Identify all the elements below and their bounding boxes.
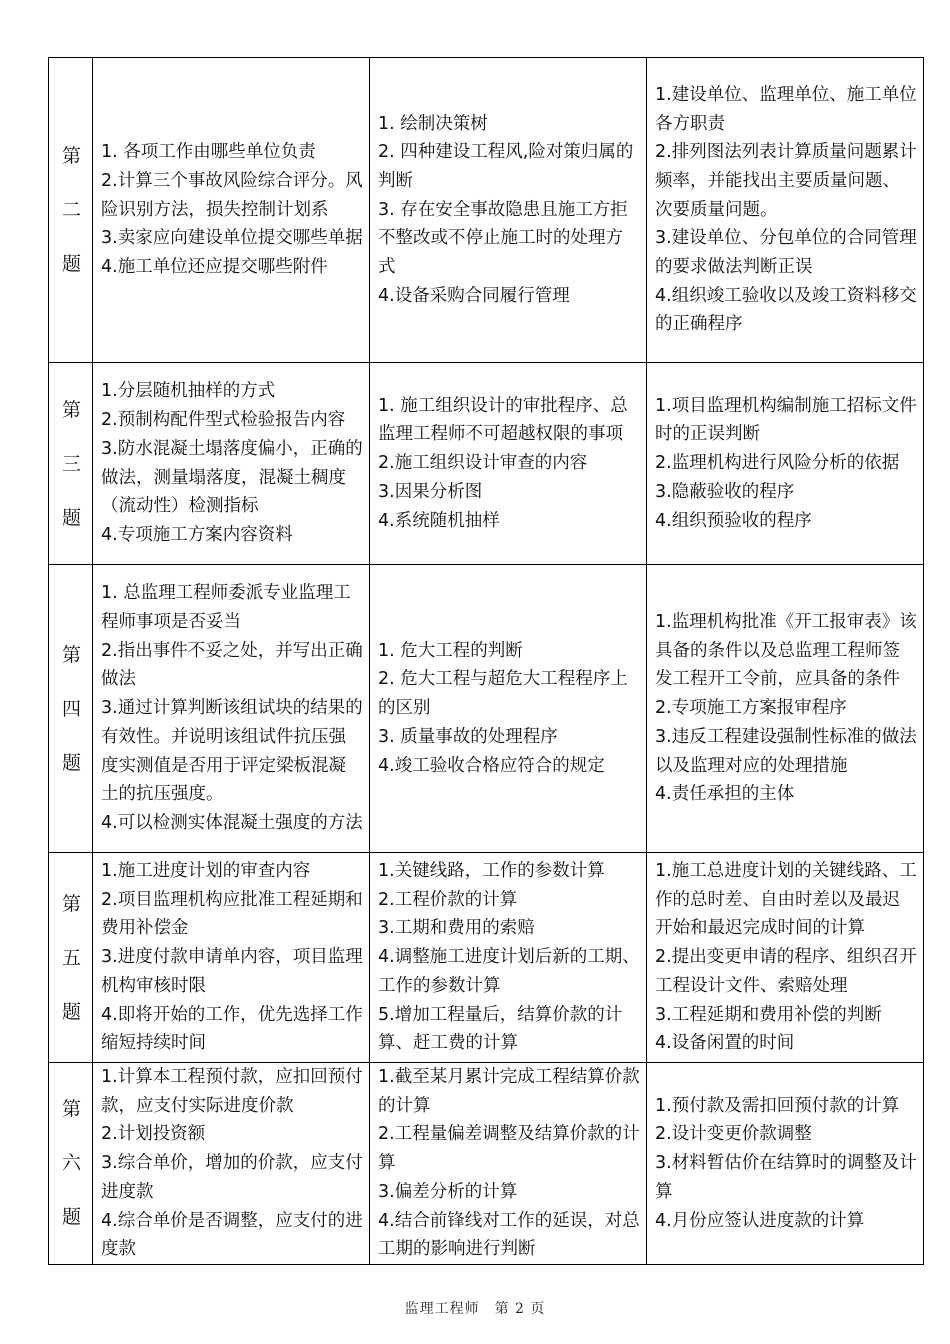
question-label: 第 六 题 [49,1063,93,1265]
question-label: 第 五 题 [49,853,93,1063]
topic-cell-col3: 1.监理机构批准《开工报审表》该具备的条件以及总监理工程师签发工程开工令前，应具备的条件 2.专项施工方案报审程序 3.违反工程建设强制性标准的做法以及监理对应的处理措施 4.责任承担的主体 [647,565,924,853]
topic-cell-col2: 1.截至某月累计完成工程结算价款的计算 2.工程量偏差调整及结算价款的计算 3.偏差分析的计算 4.结合前锋线对工作的延误，对总工期的影响进行判断 [370,1063,647,1265]
topic-cell-col1: 1.施工进度计划的审查内容 2.项目监理机构应批准工程延期和费用补偿金 3.进度付款申请单内容，项目监理机构审核时限 4.即将开始的工作，优先选择工作缩短持续时间 [93,853,370,1063]
topic-cell-col1: 1. 各项工作由哪些单位负责 2.计算三个事故风险综合评分。风险识别方法，损失控制计划系 3.卖家应向建设单位提交哪些单据 4.施工单位还应提交哪些附件 [93,58,370,363]
topic-cell-col1: 1. 总监理工程师委派专业监理工程师事项是否妥当 2.指出事件不妥之处，并写出正确做法 3.通过计算判断该组试块的结果的有效性。并说明该组试件抗压强度实测值是否用于评定梁板混凝土的抗压强度。 4.可以检测实体混凝土强度的方法 [93,565,370,853]
table-row [49,58,924,363]
topic-cell-col2: 1.关键线路，工作的参数计算 2.工程价款的计算 3.工期和费用的索赔 4.调整施工进度计划后新的工期、工作的参数计算 5.增加工程量后，结算价款的计算、赶工费的计算 [370,853,647,1063]
table-row [49,853,924,1063]
topic-cell-col2: 1. 施工组织设计的审批程序、总监理工程师不可超越权限的事项 2.施工组织设计审查的内容 3.因果分析图 4.系统随机抽样 [370,363,647,565]
topic-cell-col1: 1.分层随机抽样的方式 2.预制构配件型式检验报告内容 3.防水混凝土塌落度偏小，正确的做法，测量塌落度，混凝土稠度（流动性）检测指标 4.专项施工方案内容资料 [93,363,370,565]
table-row [49,565,924,853]
question-label: 第 二 题 [49,58,93,363]
topic-cell-col3: 1.建设单位、监理单位、施工单位各方职责 2.排列图法列表计算质量问题累计频率，并能找出主要质量问题、次要质量问题。 3.建设单位、分包单位的合同管理的要求做法判断正误 4.组织竣工验收以及竣工资料移交的正确程序 [647,58,924,363]
topic-cell-col2: 1. 危大工程的判断 2. 危大工程与超危大工程程序上的区别 3. 质量事故的处理程序 4.竣工验收合格应符合的规定 [370,565,647,853]
topic-cell-col2: 1. 绘制决策树 2. 四种建设工程风,险对策归属的判断 3. 存在安全事故隐患且施工方拒不整改或不停止施工时的处理方式 4.设备采购合同履行管理 [370,58,647,363]
table-row [49,363,924,565]
question-label: 第 四 题 [49,565,93,853]
exam-topics-table [48,57,924,1265]
question-label: 第 三 题 [49,363,93,565]
topic-cell-col3: 1.预付款及需扣回预付款的计算 2.设计变更价款调整 3.材料暂估价在结算时的调整及计算 4.月份应签认进度款的计算 [647,1063,924,1265]
topic-cell-col1: 1.计算本工程预付款，应扣回预付款，应支付实际进度价款 2.计划投资额 3.综合单价，增加的价款，应支付进度款 4.综合单价是否调整，应支付的进度款 [93,1063,370,1265]
page-footer: 监理工程师 第 2 页 [404,1301,546,1317]
table-row [49,1063,924,1265]
topic-cell-col3: 1.项目监理机构编制施工招标文件时的正误判断 2.监理机构进行风险分析的依据 3.隐蔽验收的程序 4.组织预验收的程序 [647,363,924,565]
topic-cell-col3: 1.施工总进度计划的关键线路、工作的总时差、自由时差以及最迟开始和最迟完成时间的计算 2.提出变更申请的程序、组织召开工程设计文件、索赔处理 3.工程延期和费用补偿的判断 4.设备闲置的时间 [647,853,924,1063]
